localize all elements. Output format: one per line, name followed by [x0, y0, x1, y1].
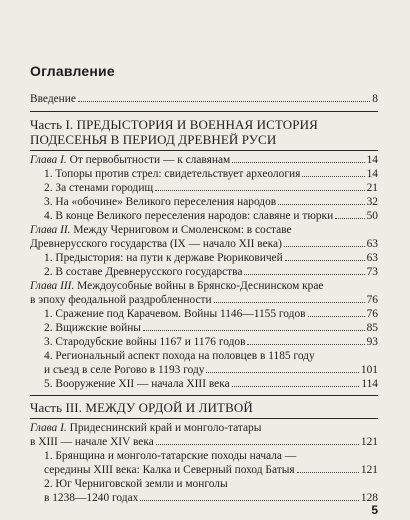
chapter-title: Между Черниговом и Смоленском: в составе [73, 224, 292, 236]
leader-dots [155, 190, 364, 191]
part1-heading-line1: Часть I. ПРЕДЫСТОРИЯ И ВОЕННАЯ ИСТОРИЯ [30, 117, 318, 132]
leader-dots [244, 274, 364, 275]
entry-label: Введение [30, 93, 76, 105]
entry-label: 3. На «обочине» Великого переселения народов [44, 196, 277, 208]
entry-label: 1. Топоры против стрел: свидетельствует археология [44, 168, 301, 180]
entry-page: 93 [366, 336, 378, 348]
toc-entry-ch1-4 [44, 209, 378, 223]
toc-entry-ch3-4 [44, 363, 378, 377]
toc-entry-ch3-1 [44, 307, 378, 321]
leader-dots [156, 444, 359, 445]
divider [30, 111, 378, 112]
toc-entry-ch1-3 [44, 195, 378, 209]
entry-page: 85 [366, 322, 378, 334]
toc-entry-ch1 [30, 153, 378, 167]
leader-dots [302, 176, 364, 177]
leader-dots [232, 386, 360, 387]
leader-dots [285, 260, 365, 261]
chapter-prefix: Глава I. [30, 154, 67, 166]
toc-entry-p3-ch1-line1 [30, 421, 261, 435]
toc-entry-intro [30, 92, 378, 106]
entry-page: 76 [366, 294, 378, 306]
entry-page: 50 [366, 210, 378, 222]
entry-label: 5. Вооружение XII — начала XIII века [44, 378, 230, 390]
entry-page: 63 [366, 252, 378, 264]
entry-page: 76 [366, 308, 378, 320]
toc-entry-p3-ch1-1-line1: 1. Брянщина и монголо-татарские походы начала — [44, 450, 297, 462]
entry-page: 114 [361, 378, 378, 390]
toc-entry-ch3-line1 [30, 279, 324, 293]
entry-label-line2: и съезд в селе Рогово в 1193 году [44, 364, 205, 376]
toc-entry-p3-ch1-2 [44, 491, 378, 505]
toc-entry-ch3-2 [44, 321, 378, 335]
chapter-title-line2: Древнерусского государства (IX — начало XII века) [30, 238, 282, 250]
entry-page: 21 [366, 182, 378, 194]
entry-page: 73 [366, 266, 378, 278]
entry-page: 63 [366, 238, 378, 250]
leader-dots [140, 500, 359, 501]
toc-entry-ch2 [30, 237, 378, 251]
toc-entry-ch3 [30, 293, 378, 307]
entry-page: 128 [360, 492, 378, 504]
entry-label: 4. В конце Великого переселения народов: славяне и тюрки [44, 210, 334, 222]
chapter-prefix: Глава II. [30, 224, 71, 236]
chapter-title-line2: в эпоху феодальной раздробленности [30, 294, 212, 306]
entry-page: 8 [372, 93, 378, 105]
leader-dots [247, 344, 364, 345]
chapter-title: Придеснинский край и монголо-татары [69, 422, 262, 434]
leader-dots [284, 246, 365, 247]
toc-entry-p3-ch1-2-line1: 2. Юг Черниговской земли и монголы [44, 478, 228, 490]
divider [30, 418, 378, 419]
part1-heading-line2: ПОДЕСЕНЬЯ В ПЕРИОД ДРЕВНЕЙ РУСИ [30, 132, 277, 147]
entry-label: 1. Сражение под Карачевом. Войны 1146—1155 годов [44, 308, 306, 320]
leader-dots [308, 316, 365, 317]
divider [30, 150, 378, 151]
entry-page: 121 [360, 436, 378, 448]
entry-label: 2. Вщижские войны [44, 322, 141, 334]
toc-entry-ch2-2 [44, 265, 378, 279]
chapter-title: От первобытности — к славянам [69, 154, 231, 166]
toc-entry-ch2-line1 [30, 223, 292, 237]
chapter-title-line2: в XIII — начале XIV века [30, 436, 154, 448]
toc-entry-ch3-5 [44, 377, 378, 391]
entry-label: 2. За стенами городищ [44, 182, 154, 194]
entry-page: 121 [360, 464, 378, 476]
chapter-prefix: Глава I. [30, 422, 67, 434]
part3-heading: Часть III. МЕЖДУ ОРДОЙ И ЛИТВОЙ [30, 400, 253, 415]
entry-page: 14 [366, 168, 378, 180]
leader-dots [214, 302, 365, 303]
toc-entry-p3-ch1-1 [44, 463, 378, 477]
chapter-prefix: Глава III. [30, 280, 75, 292]
entry-page: 101 [360, 364, 378, 376]
entry-label: 1. Предыстория: на пути к державе Рюриковичей [44, 252, 283, 264]
leader-dots [232, 162, 364, 163]
toc-entry-ch3-3 [44, 335, 378, 349]
entry-label-line2: в 1238—1240 годах [44, 492, 139, 504]
entry-page: 14 [366, 154, 378, 166]
toc-entry-ch3-4-line1: 4. Региональный аспект похода на половцев в 1185 году [44, 350, 315, 362]
entry-page: 32 [366, 196, 378, 208]
toc-entry-p3-ch1 [30, 435, 378, 449]
page-number: 5 [371, 503, 378, 517]
entry-label: 3. Стародубские войны 1167 и 1176 годов [44, 336, 246, 348]
leader-dots [297, 472, 359, 473]
toc-entry-ch2-1 [44, 251, 378, 265]
leader-dots [78, 101, 370, 102]
entry-label-line2: середины XIII века: Калка и Северный поход Батыя [44, 464, 295, 476]
leader-dots [143, 330, 365, 331]
chapter-title: Междоусобные войны в Брянско-Деснинском крае [77, 280, 324, 292]
leader-dots [278, 204, 364, 205]
toc-title: Оглавление [30, 63, 115, 79]
leader-dots [335, 218, 364, 219]
divider [30, 395, 378, 396]
toc-entry-ch1-2 [44, 181, 378, 195]
toc-entry-ch1-1 [44, 167, 378, 181]
entry-label: 2. В составе Древнерусского государства [44, 266, 243, 278]
leader-dots [206, 372, 358, 373]
